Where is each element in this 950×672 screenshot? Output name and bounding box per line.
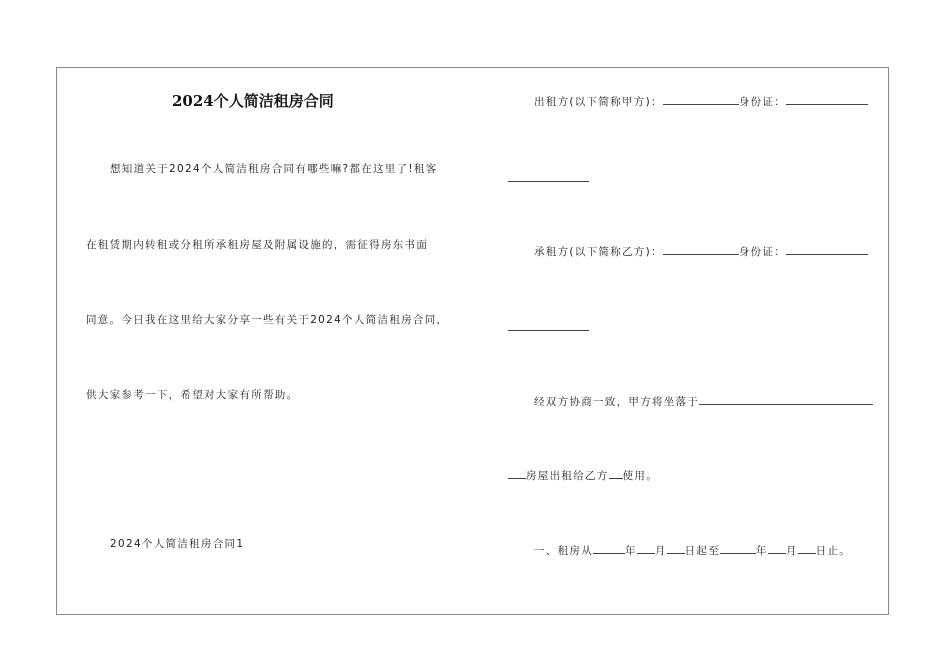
- start-year-label: 年: [625, 545, 637, 557]
- lessor-id-label: 身份证：: [738, 96, 786, 108]
- start-day-label: 日起至: [684, 545, 721, 557]
- start-month-blank[interactable]: [637, 542, 655, 554]
- lessee-line: [534, 243, 868, 259]
- lessee-id-blank[interactable]: [786, 243, 868, 255]
- agreement-prefix: 经双方协商一致，甲方将坐落于: [534, 396, 700, 408]
- lessee-label: 承租方(以下简称乙方)：: [534, 246, 663, 258]
- intro-line-3: 同意。今日我在这里给大家分享一些有关于2024个人简洁租房合同，: [86, 314, 449, 326]
- intro-line-1: 想知道关于2024个人简洁租房合同有哪些嘛?都在这里了!租客: [110, 163, 438, 175]
- intro-line-4: 供大家参考一下，希望对大家有所帮助。: [86, 389, 299, 401]
- agreement-suffix: 房屋出租给乙方: [526, 470, 609, 482]
- use-label: 使用。: [622, 470, 659, 482]
- lessor-name-blank[interactable]: [663, 93, 739, 105]
- start-day-blank[interactable]: [667, 542, 685, 554]
- end-month-blank[interactable]: [768, 542, 786, 554]
- term-line: [534, 542, 851, 558]
- section-heading: 2024个人简洁租房合同1: [110, 538, 245, 550]
- term-prefix: 一、租房从: [534, 545, 593, 557]
- property-address-blank[interactable]: [699, 393, 873, 405]
- end-year-blank[interactable]: [720, 542, 756, 554]
- start-year-blank[interactable]: [593, 542, 625, 554]
- agreement-continued-line: [508, 467, 658, 483]
- property-address-blank-continued[interactable]: [508, 467, 526, 479]
- intro-line-2: 在租赁期内转租或分租所承租房屋及附属设施的，需征得房东书面: [86, 239, 429, 251]
- lessor-id-blank[interactable]: [786, 93, 868, 105]
- end-year-label: 年: [756, 545, 768, 557]
- lessee-id-label: 身份证：: [738, 246, 786, 258]
- page-frame: [56, 67, 889, 615]
- lessor-label: 出租方(以下简称甲方)：: [534, 96, 663, 108]
- end-month-label: 月: [785, 545, 798, 557]
- lessee-id-blank-continued[interactable]: [508, 330, 589, 331]
- lessor-id-blank-continued[interactable]: [508, 181, 589, 182]
- document-title: 2024个人简洁租房合同: [172, 92, 334, 110]
- lessor-line: [534, 93, 868, 109]
- end-day-blank[interactable]: [798, 542, 816, 554]
- lessee-name-blank[interactable]: [663, 243, 739, 255]
- end-day-label: 日止。: [815, 545, 852, 557]
- start-month-label: 月: [654, 545, 667, 557]
- agreement-line: [534, 393, 873, 409]
- use-purpose-blank[interactable]: [609, 467, 623, 479]
